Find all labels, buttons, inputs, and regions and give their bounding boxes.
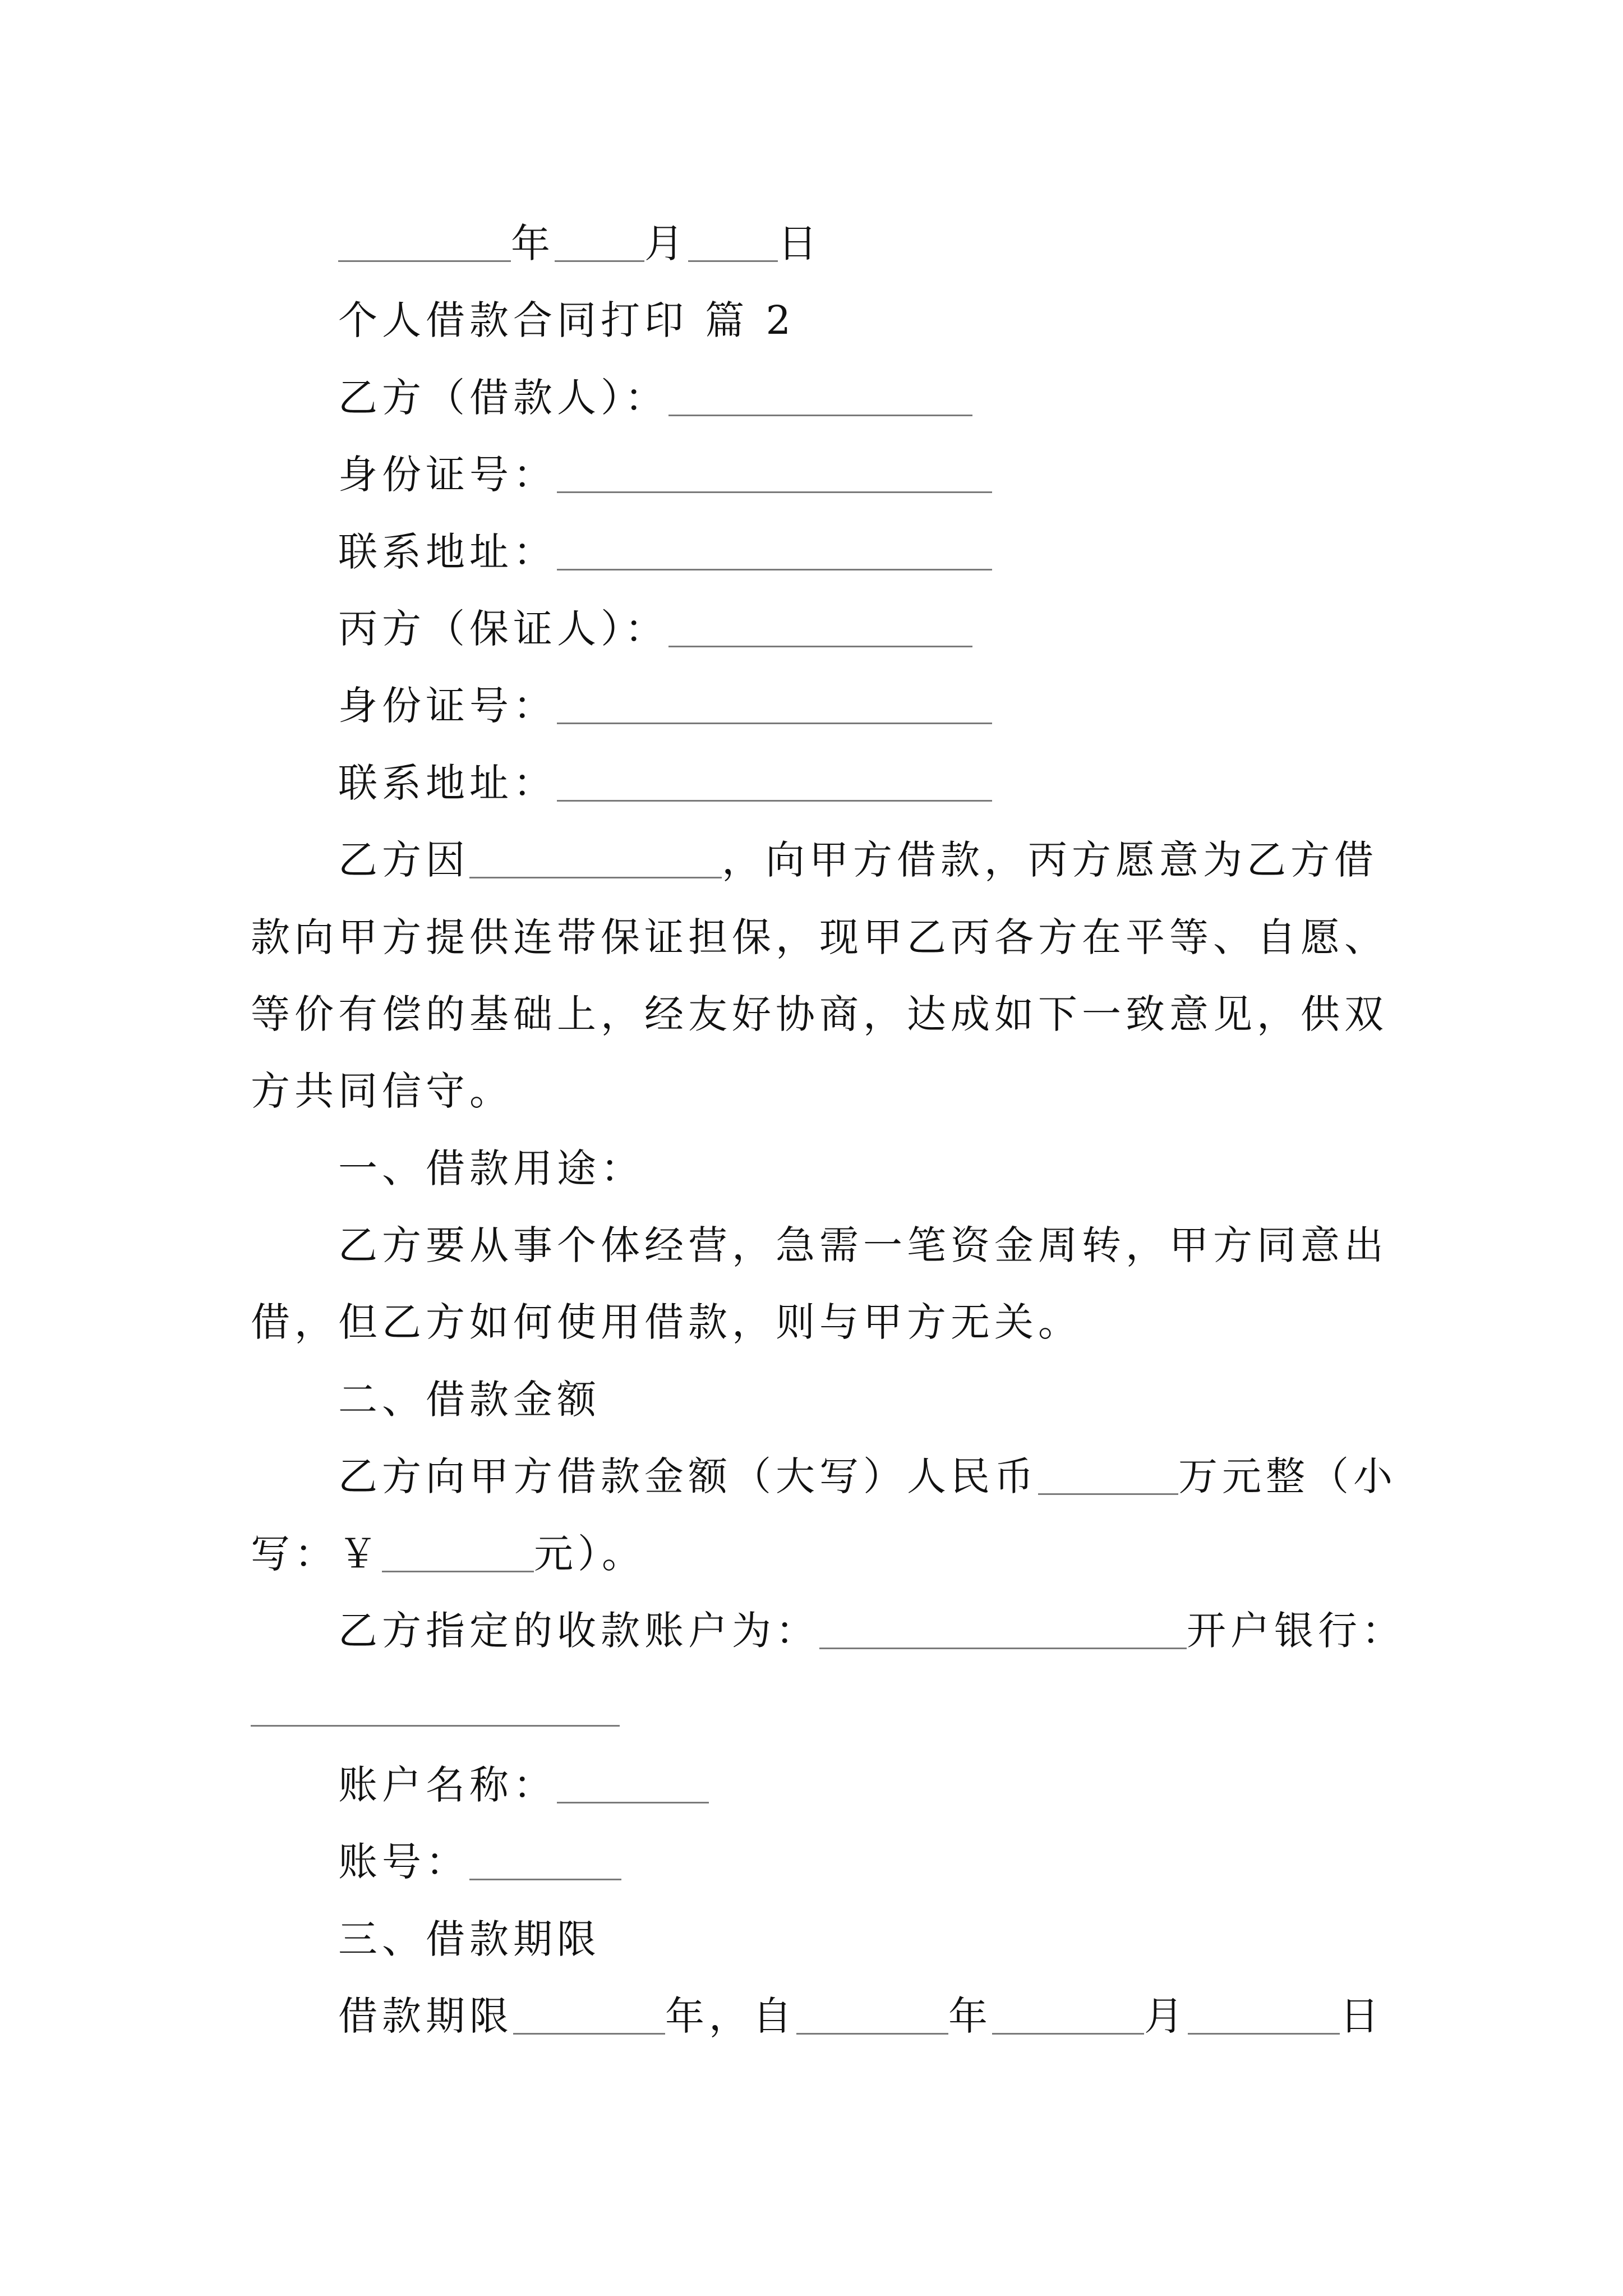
loan-amount-small-end: 元）。 <box>534 1530 645 1577</box>
guarantor-id-label: 身份证号： <box>338 683 557 729</box>
start-day-unit: 日 <box>1340 1993 1384 2039</box>
month-blank <box>555 260 644 262</box>
term-years-blank <box>513 2032 665 2035</box>
guarantor-id-line <box>251 668 1623 744</box>
receiving-account-blank <box>819 1647 1187 1649</box>
start-day-blank <box>1188 2032 1340 2035</box>
opening-bank-label: 开户银行： <box>1187 1608 1405 1654</box>
loan-amount-small-line <box>251 1516 1623 1593</box>
month-label: 月 <box>644 220 688 266</box>
loan-amount-small-start: 写：￥ <box>251 1530 382 1577</box>
clause-1-line-1-text: 乙方要从事个体经营，急需一笔资金周转，甲方同意出 <box>338 1222 1388 1269</box>
guarantor-address-blank <box>557 799 992 802</box>
clause-1-line-1 <box>251 1207 1623 1284</box>
year-blank <box>338 260 511 262</box>
loan-term-label: 借款期限 <box>338 1993 513 2039</box>
clause-2-heading <box>251 1361 1623 1438</box>
signature-date-line <box>251 205 1623 282</box>
account-number-blank <box>469 1878 621 1880</box>
year-label: 年 <box>511 220 555 266</box>
receiving-account-line <box>251 1593 1623 1669</box>
loan-amount-line <box>251 1438 1623 1515</box>
clause-3-heading <box>251 1901 1623 1978</box>
loan-amount-start: 乙方向甲方借款金额（大写）人民币 <box>338 1453 1038 1500</box>
start-year-blank <box>796 2032 948 2035</box>
borrower-address-label: 联系地址： <box>338 528 557 575</box>
preamble-line-4 <box>251 1053 1623 1130</box>
borrower-id-line <box>251 436 1623 513</box>
guarantor-id-blank <box>557 722 992 724</box>
section-title <box>251 282 1623 359</box>
clause-2-heading-text: 二、借款金额 <box>338 1376 601 1423</box>
preamble-line-2-text: 款向甲方提供连带保证担保，现甲乙丙各方在平等、自愿、 <box>251 914 1388 960</box>
loan-reason-blank <box>469 876 722 878</box>
clause-1-heading <box>251 1130 1623 1207</box>
clause-3-heading-text: 三、借款期限 <box>338 1916 601 1962</box>
guarantor-label: 丙方（保证人）： <box>338 605 668 652</box>
account-number-label: 账号： <box>338 1839 469 1885</box>
account-name-line <box>251 1747 1623 1824</box>
amount-uppercase-blank <box>1038 1493 1178 1495</box>
preamble-line-4-text: 方共同信守。 <box>251 1068 513 1115</box>
borrower-id-blank <box>557 491 992 493</box>
guarantor-name-line <box>251 591 1623 668</box>
borrower-name-line <box>251 360 1623 436</box>
term-years-unit: 年，自 <box>665 1993 796 2039</box>
start-year-unit: 年 <box>948 1993 992 2039</box>
account-name-blank <box>557 1801 709 1803</box>
opening-bank-blank <box>251 1724 620 1727</box>
preamble-line-1 <box>251 822 1623 899</box>
receiving-account-label: 乙方指定的收款账户为： <box>338 1608 819 1654</box>
loan-amount-end: 万元整（小 <box>1178 1453 1397 1500</box>
borrower-label: 乙方（借款人）： <box>338 374 668 421</box>
start-month-unit: 月 <box>1144 1993 1188 2039</box>
opening-bank-line <box>251 1669 1623 1746</box>
section-title-text: 个人借款合同打印 篇 2 <box>338 297 796 344</box>
clause-1-line-2 <box>251 1284 1623 1361</box>
account-number-line <box>251 1824 1623 1901</box>
borrower-address-blank <box>557 568 992 570</box>
preamble-line-1-end: ，向甲方借款，丙方愿意为乙方借 <box>722 837 1378 884</box>
preamble-line-2 <box>251 899 1623 976</box>
guarantor-address-label: 联系地址： <box>338 760 557 806</box>
guarantor-name-blank <box>668 645 972 647</box>
account-name-label: 账户名称： <box>338 1761 557 1808</box>
borrower-id-label: 身份证号： <box>338 452 557 498</box>
day-blank <box>688 260 778 262</box>
guarantor-address-line <box>251 745 1623 822</box>
day-label: 日 <box>778 220 822 266</box>
preamble-line-3-text: 等价有偿的基础上，经友好协商，达成如下一致意见，供双 <box>251 991 1388 1037</box>
amount-figures-blank <box>382 1570 534 1572</box>
loan-term-line <box>251 1978 1623 2055</box>
start-month-blank <box>992 2032 1144 2035</box>
borrower-address-line <box>251 514 1623 591</box>
preamble-line-1-start: 乙方因 <box>338 837 469 884</box>
clause-1-heading-text: 一、借款用途： <box>338 1145 644 1191</box>
preamble-line-3 <box>251 976 1623 1053</box>
clause-1-line-2-text: 借，但乙方如何使用借款，则与甲方无关。 <box>251 1299 1082 1346</box>
borrower-name-blank <box>668 414 972 416</box>
